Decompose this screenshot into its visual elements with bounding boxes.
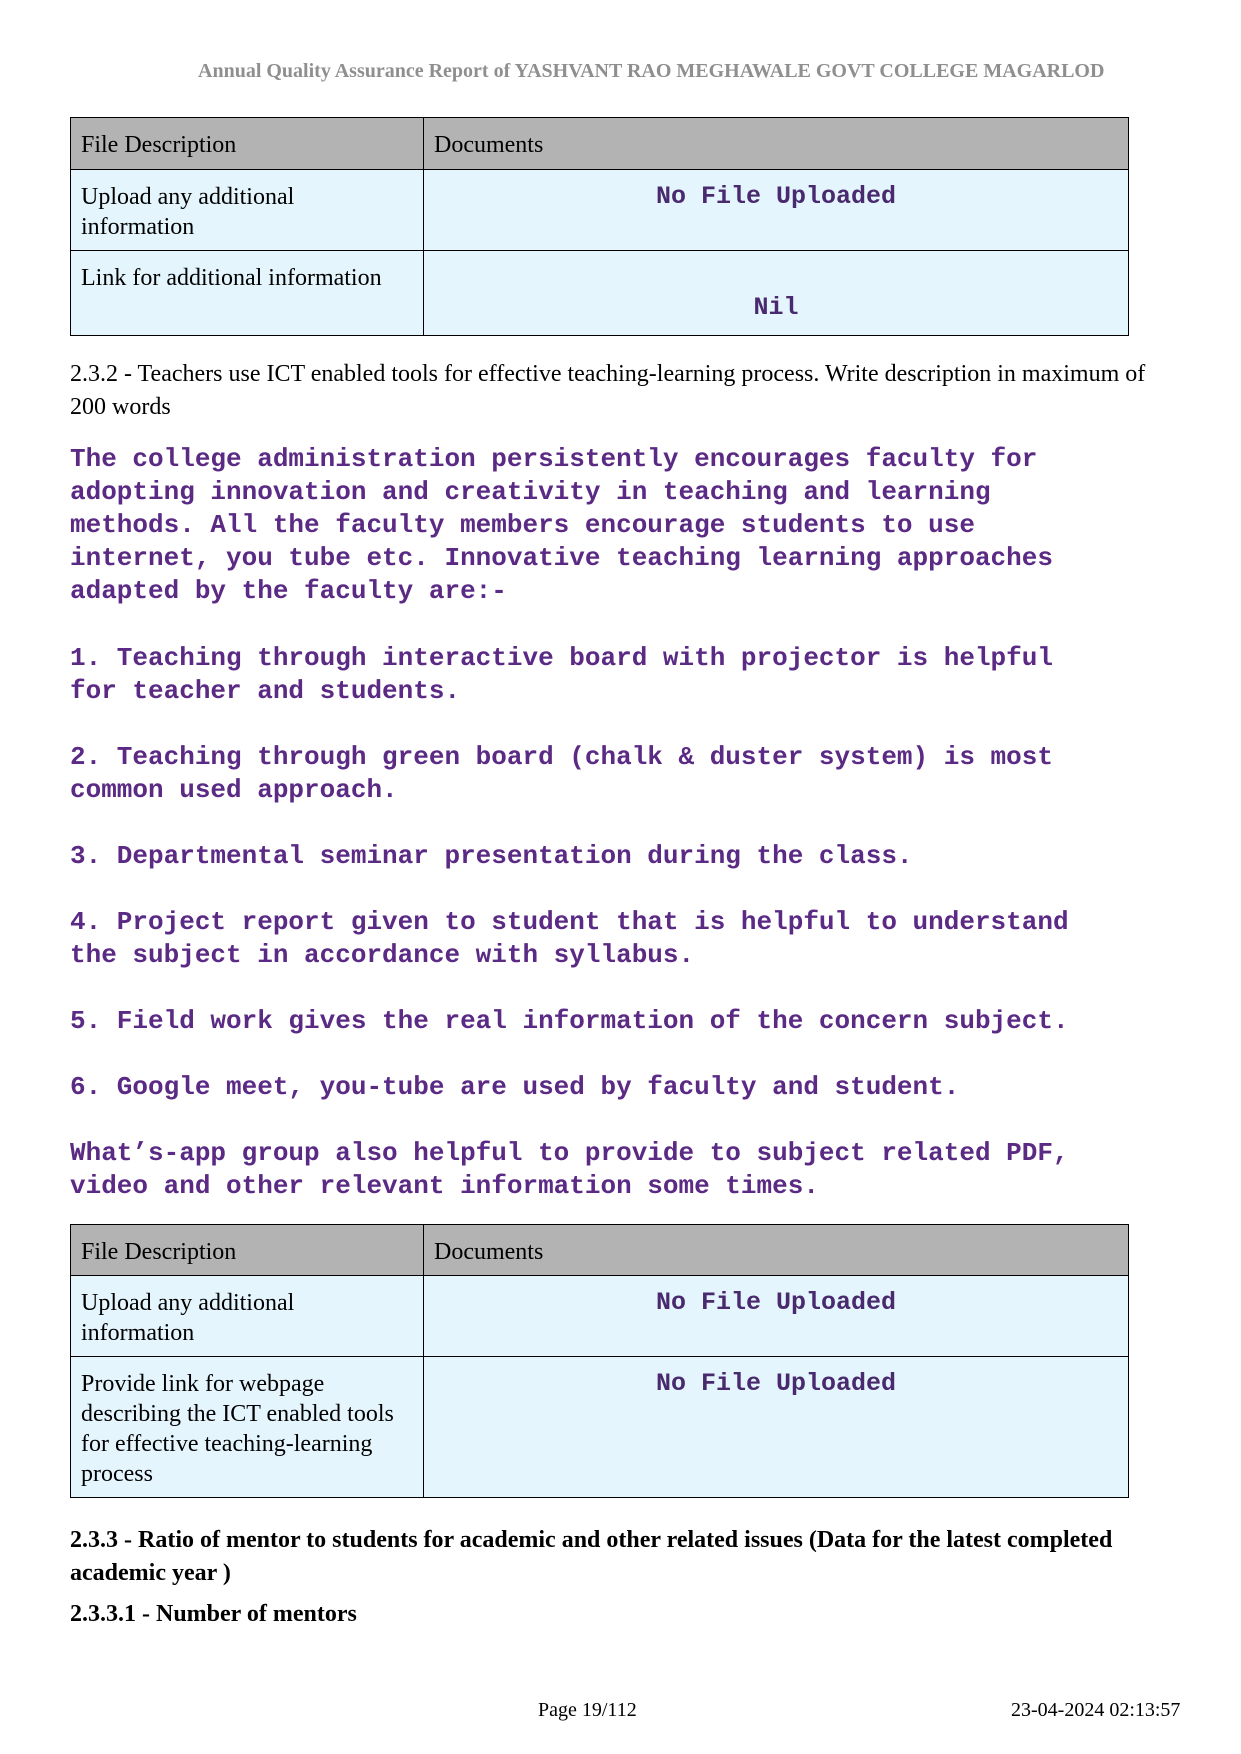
question-2-3-3-1: 2.3.3.1 - Number of mentors (70, 1601, 357, 1627)
question-2-3-3: 2.3.3 - Ratio of mentor to students for academic and other related issues (Data for the latest completed academic year ) (70, 1527, 1113, 1586)
answer-point-1: 1. Teaching through interactive board with projector is helpful for teacher and students. (70, 643, 1053, 706)
answer-point-5: 5. Field work gives the real information of the concern subject. (70, 1006, 1069, 1036)
file-description-header: File Description (71, 1225, 424, 1276)
answer-point-2: 2. Teaching through green board (chalk & duster system) is most common used approach. (70, 742, 1053, 805)
file-description-cell: Upload any additional information (71, 170, 424, 251)
document-link[interactable]: No File Uploaded (424, 1276, 1129, 1357)
file-description-table-2 (70, 1224, 1129, 1498)
document-link[interactable]: No File Uploaded (424, 1357, 1129, 1498)
answer-intro: The college administration persistently encourages faculty for adopting innovation and creativity in teaching and learning methods. All the faculty members encourage students to use internet, you tube etc. Innovative teaching learning approaches adapted by the faculty are:- (70, 444, 1053, 606)
file-description-table-1 (70, 117, 1129, 336)
document-link[interactable]: Nil (424, 251, 1129, 336)
documents-header: Documents (424, 118, 1129, 170)
file-description-cell: Link for additional information (71, 251, 424, 336)
answer-closing: What’s-app group also helpful to provide to subject related PDF, video and other relevant information some times. (70, 1138, 1069, 1201)
table-row (71, 170, 1129, 251)
document-link[interactable]: No File Uploaded (424, 170, 1129, 251)
table-header-row (71, 1225, 1129, 1276)
file-description-cell: Provide link for webpage describing the ICT enabled tools for effective teaching-learning process (71, 1357, 424, 1498)
answer-point-6: 6. Google meet, you-tube are used by faculty and student. (70, 1072, 960, 1102)
answer-point-3: 3. Departmental seminar presentation during the class. (70, 841, 913, 871)
documents-header: Documents (424, 1225, 1129, 1276)
timestamp: 23-04-2024 02:13:57 (1011, 1699, 1181, 1721)
file-description-cell: Upload any additional information (71, 1276, 424, 1357)
table-row (71, 1357, 1129, 1498)
table-row (71, 251, 1129, 336)
file-description-header: File Description (71, 118, 424, 170)
report-header: Annual Quality Assurance Report of YASHVANT RAO MEGHAWALE GOVT COLLEGE MAGARLOD (198, 60, 1105, 82)
table-header-row (71, 118, 1129, 170)
question-2-3-2: 2.3.2 - Teachers use ICT enabled tools for effective teaching-learning process. Write description in maximum of 200 words (70, 361, 1146, 420)
table-row (71, 1276, 1129, 1357)
answer-point-4: 4. Project report given to student that is helpful to understand the subject in accordance with syllabus. (70, 907, 1069, 970)
page-number: Page 19/112 (538, 1699, 637, 1721)
